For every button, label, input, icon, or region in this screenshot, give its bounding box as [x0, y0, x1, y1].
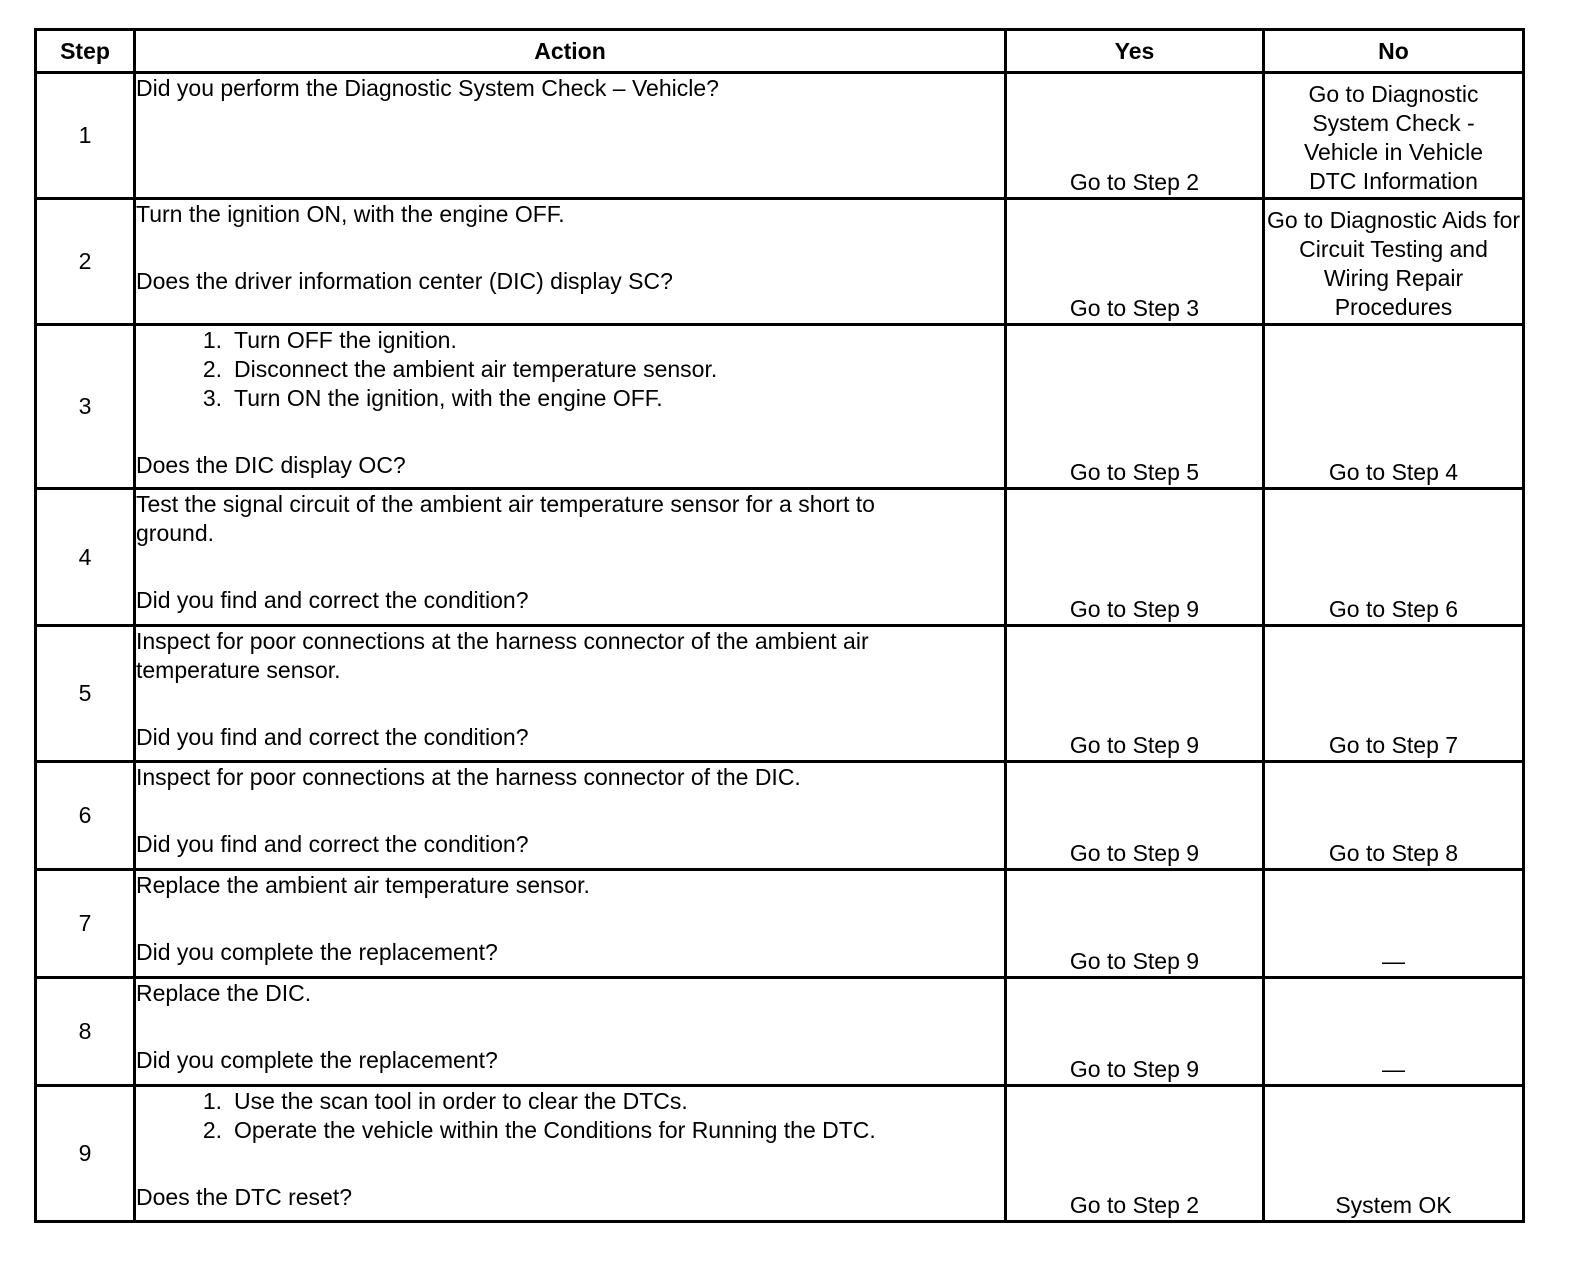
no-cell: —	[1264, 870, 1524, 978]
action-steps-list	[136, 326, 1004, 413]
table-row	[36, 325, 1524, 489]
step-number: 9	[36, 1086, 135, 1222]
yes-cell: Go to Step 2	[1006, 1086, 1264, 1222]
header-step: Step	[36, 30, 135, 73]
yes-cell: Go to Step 3	[1006, 199, 1264, 325]
action-cell	[135, 489, 1006, 626]
list-item-number: 2.	[202, 356, 222, 382]
yes-cell: Go to Step 9	[1006, 870, 1264, 978]
action-text: Test the signal circuit of the ambient air temperature sensor for a short to ground.	[136, 491, 875, 546]
step-number: 3	[36, 325, 135, 489]
yes-cell: Go to Step 9	[1006, 762, 1264, 870]
list-item-text: Turn OFF the ignition.	[234, 327, 457, 353]
list-item	[136, 1116, 1004, 1145]
action-text: Inspect for poor connections at the harness connector of the ambient air temperature sensor.	[136, 628, 869, 683]
action-text: Turn the ignition ON, with the engine OFF.	[136, 201, 565, 227]
step-number: 7	[36, 870, 135, 978]
no-cell: Go to Step 7	[1264, 626, 1524, 762]
step-number: 2	[36, 199, 135, 325]
action-question: Does the DTC reset?	[136, 1184, 353, 1210]
action-cell	[135, 870, 1006, 978]
table-row	[36, 1086, 1524, 1222]
action-cell	[135, 1086, 1006, 1222]
list-item-text: Turn ON the ignition, with the engine OFF.	[234, 385, 663, 411]
action-text: Inspect for poor connections at the harness connector of the DIC.	[136, 764, 801, 790]
table-row	[36, 199, 1524, 325]
action-steps-list	[136, 1087, 1004, 1145]
no-cell: —	[1264, 978, 1524, 1086]
action-text: Replace the DIC.	[136, 980, 312, 1006]
action-question: Did you find and correct the condition?	[136, 724, 529, 750]
action-text: Did you perform the Diagnostic System Check – Vehicle?	[136, 75, 719, 101]
action-question: Did you find and correct the condition?	[136, 831, 529, 857]
action-cell	[135, 325, 1006, 489]
header-no: No	[1264, 30, 1524, 73]
no-cell: Go to Step 6	[1264, 489, 1524, 626]
action-cell	[135, 978, 1006, 1086]
list-item	[136, 384, 1004, 413]
action-cell	[135, 73, 1006, 199]
action-question: Did you complete the replacement?	[136, 1047, 498, 1073]
table-row	[36, 978, 1524, 1086]
list-item-number: 2.	[202, 1117, 222, 1143]
no-cell: Go to Step 8	[1264, 762, 1524, 870]
list-item-text: Use the scan tool in order to clear the DTCs.	[234, 1088, 688, 1114]
list-item-text: Operate the vehicle within the Conditions for Running the DTC.	[234, 1117, 876, 1143]
list-item-text: Disconnect the ambient air temperature sensor.	[234, 356, 718, 382]
action-cell	[135, 762, 1006, 870]
list-item-number: 3.	[202, 385, 222, 411]
action-question: Did you complete the replacement?	[136, 939, 498, 965]
list-item	[136, 326, 1004, 355]
list-item	[136, 355, 1004, 384]
list-item-number: 1.	[202, 1088, 222, 1114]
table-row	[36, 489, 1524, 626]
yes-cell: Go to Step 5	[1006, 325, 1264, 489]
yes-cell: Go to Step 9	[1006, 489, 1264, 626]
no-cell: System OK	[1264, 1086, 1524, 1222]
header-row	[36, 30, 1524, 73]
table-row	[36, 762, 1524, 870]
list-item	[136, 1087, 1004, 1116]
diagnostic-table	[34, 28, 1525, 1223]
list-item-number: 1.	[202, 327, 222, 353]
action-question: Does the driver information center (DIC) display SC?	[136, 268, 673, 294]
table-row	[36, 626, 1524, 762]
step-number: 1	[36, 73, 135, 199]
no-cell: Go to Step 4	[1264, 325, 1524, 489]
step-number: 4	[36, 489, 135, 626]
step-number: 6	[36, 762, 135, 870]
action-cell	[135, 626, 1006, 762]
yes-cell: Go to Step 9	[1006, 626, 1264, 762]
header-action: Action	[135, 30, 1006, 73]
table-row	[36, 73, 1524, 199]
action-question: Does the DIC display OC?	[136, 452, 406, 478]
table-row	[36, 870, 1524, 978]
no-cell: Go to Diagnostic Aids for Circuit Testing and Wiring Repair Procedures	[1264, 199, 1524, 325]
step-number: 5	[36, 626, 135, 762]
header-yes: Yes	[1006, 30, 1264, 73]
step-number: 8	[36, 978, 135, 1086]
yes-cell: Go to Step 2	[1006, 73, 1264, 199]
action-text: Replace the ambient air temperature sensor.	[136, 872, 590, 898]
action-question: Did you find and correct the condition?	[136, 587, 529, 613]
action-cell	[135, 199, 1006, 325]
yes-cell: Go to Step 9	[1006, 978, 1264, 1086]
no-cell: Go to Diagnostic System Check - Vehicle in Vehicle DTC Information	[1264, 73, 1524, 199]
